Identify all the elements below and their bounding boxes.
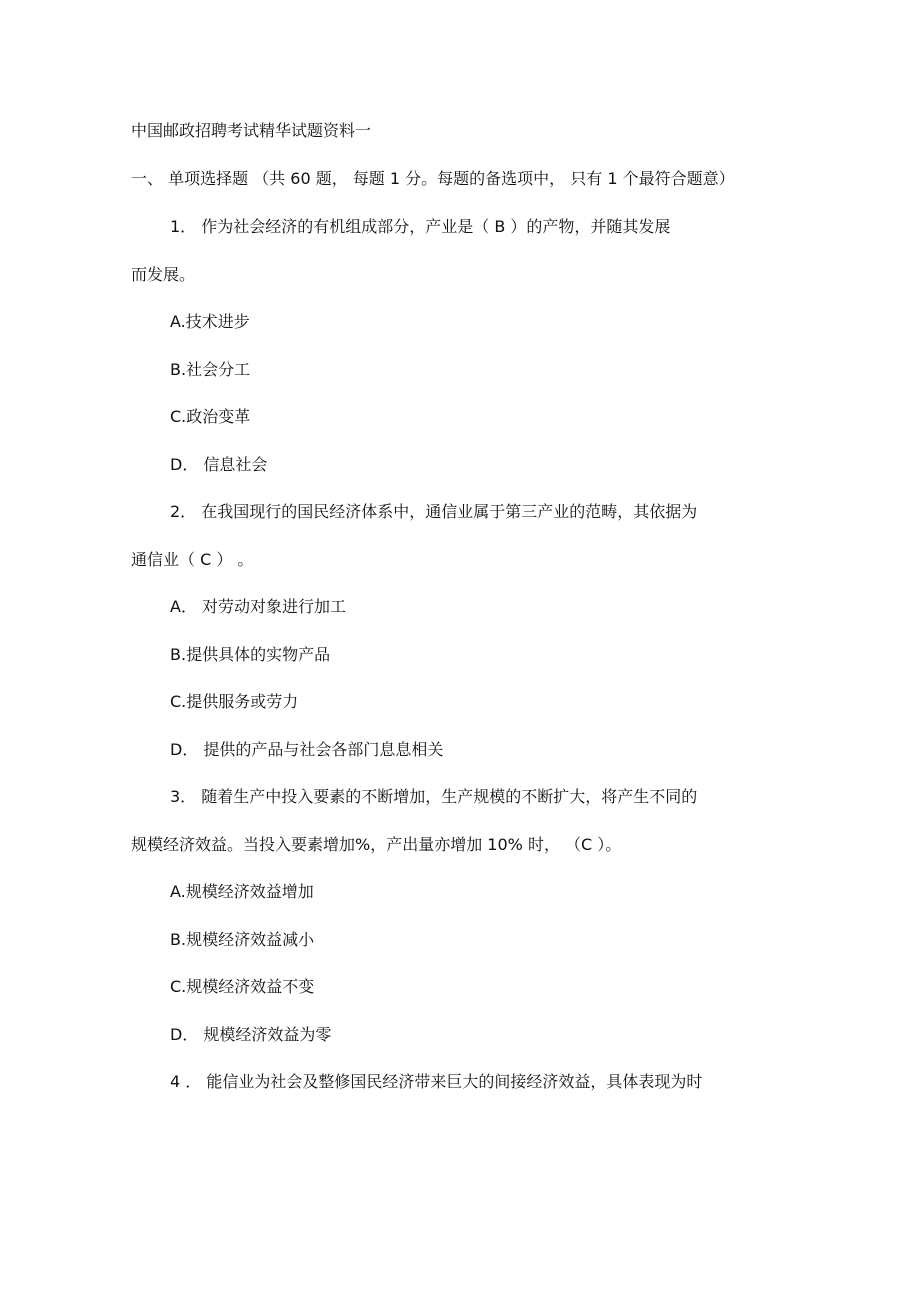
question-2-option-c: C.提供服务或劳力 bbox=[170, 692, 299, 711]
document-title: 中国邮政招聘考试精华试题资料一 bbox=[131, 121, 372, 140]
section-heading: 一、 单项选择题 （共 60 题， 每题 1 分。每题的备选项中， 只有 1 个最符合题意） bbox=[131, 169, 735, 188]
question-2-option-d: D． 提供的产品与社会各部门息息相关 bbox=[170, 740, 444, 759]
question-1-option-d: D． 信息社会 bbox=[170, 455, 268, 474]
question-1-option-b: B.社会分工 bbox=[170, 360, 251, 379]
question-1-option-c: C.政治变革 bbox=[170, 407, 251, 426]
question-3-option-c: C.规模经济效益不变 bbox=[170, 977, 315, 996]
question-3-stem-continued: 规模经济效益。当投入要素增加%，产出量亦增加 10% 时， （C ）。 bbox=[131, 835, 622, 854]
question-2-stem: 2． 在我国现行的国民经济体系中，通信业属于第三产业的范畴，其依据为 bbox=[170, 502, 698, 521]
question-3-option-d: D． 规模经济效益为零 bbox=[170, 1025, 332, 1044]
question-3-option-a: A.规模经济效益增加 bbox=[170, 882, 314, 901]
question-2-option-b: B.提供具体的实物产品 bbox=[170, 645, 331, 664]
question-1-stem-continued: 而发展。 bbox=[131, 265, 196, 284]
question-1-stem: 1． 作为社会经济的有机组成部分，产业是（ B ）的产物，并随其发展 bbox=[170, 217, 671, 236]
question-1-option-a: A.技术进步 bbox=[170, 312, 250, 331]
question-2-stem-continued: 通信业（ C ） 。 bbox=[131, 550, 254, 569]
question-2-option-a: A． 对劳动对象进行加工 bbox=[170, 597, 347, 616]
question-4-stem: 4 ． 能信业为社会及整修国民经济带来巨大的间接经济效益，具体表现为时 bbox=[170, 1072, 703, 1091]
question-3-stem: 3． 随着生产中投入要素的不断增加，生产规模的不断扩大，将产生不同的 bbox=[170, 787, 698, 806]
question-3-option-b: B.规模经济效益减小 bbox=[170, 930, 315, 949]
